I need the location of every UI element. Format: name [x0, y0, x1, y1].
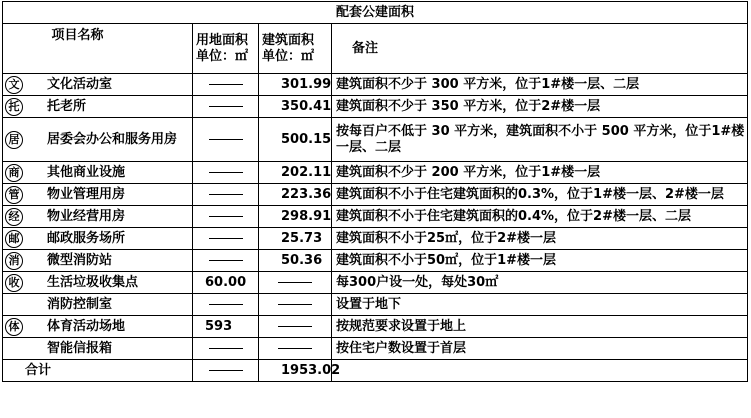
building-area-value-empty [259, 338, 332, 360]
category-badge-icon: 管 [5, 186, 23, 204]
building-area-value-empty [259, 272, 332, 294]
project-name: 其他商业设施 [47, 164, 126, 180]
project-name-cell [3, 118, 193, 162]
project-name: 消防控制室 [47, 296, 113, 312]
note-cell: 建筑面积不少于 200 平方米，位于1#楼一层 [332, 162, 748, 184]
land-area-value-empty [193, 184, 259, 206]
project-name: 居委会办公和服务用房 [47, 131, 178, 147]
project-name-cell [3, 338, 193, 360]
land-area-value: 593 [193, 316, 259, 338]
table-row [3, 162, 748, 184]
land-area-value-empty [193, 250, 259, 272]
header-building-area [259, 24, 332, 74]
header-project-name: 项目名称 [3, 24, 193, 74]
project-name-cell [3, 206, 193, 228]
land-area-value-empty [193, 162, 259, 184]
note-cell: 按规范要求设置于地上 [332, 316, 748, 338]
land-area-value-empty [193, 206, 259, 228]
project-name-cell [3, 316, 193, 338]
note-cell: 建筑面积不少于 300 平方米，位于1#楼一层、二层 [332, 74, 748, 96]
land-area-value-empty [193, 118, 259, 162]
project-name-cell [3, 162, 193, 184]
dash-mark [278, 282, 312, 283]
table-row [3, 338, 748, 360]
public-facility-area-table [2, 1, 748, 382]
building-area-value: 50.36 [259, 250, 332, 272]
dash-mark [209, 84, 243, 85]
building-area-value: 25.73 [259, 228, 332, 250]
category-badge-icon: 消 [5, 252, 23, 270]
dash-mark [278, 304, 312, 305]
table-row [3, 184, 748, 206]
total-note [332, 360, 748, 382]
header-land-area [193, 24, 259, 74]
dash-mark [209, 370, 243, 371]
building-area-value: 350.41 [259, 96, 332, 118]
table-body [3, 74, 748, 360]
dash-mark [278, 326, 312, 327]
note-cell: 每300户设一处，每处30㎡ [332, 272, 748, 294]
note-cell: 建筑面积不小于住宅建筑面积的0.4%，位于2#楼一层、二层 [332, 206, 748, 228]
land-area-value-empty [193, 228, 259, 250]
table-row [3, 118, 748, 162]
project-name: 文化活动室 [47, 76, 113, 92]
total-row [3, 360, 748, 382]
header-land-area-unit: 单位：㎡ [196, 48, 249, 64]
table-row [3, 250, 748, 272]
land-area-value-empty [193, 338, 259, 360]
category-badge-icon: 体 [5, 318, 23, 336]
building-area-value: 223.36 [259, 184, 332, 206]
note-cell: 按住宅户数设置于首层 [332, 338, 748, 360]
note-cell: 建筑面积不小于50㎡，位于1#楼一层 [332, 250, 748, 272]
building-area-value: 202.11 [259, 162, 332, 184]
building-area-value-empty [259, 294, 332, 316]
project-name-cell [3, 250, 193, 272]
category-badge-icon: 商 [5, 164, 23, 182]
dash-mark [209, 172, 243, 173]
building-area-value: 500.15 [259, 118, 332, 162]
table-title: 配套公建面积 [3, 2, 748, 24]
dash-mark [209, 260, 243, 261]
land-area-value-empty [193, 96, 259, 118]
dash-mark [209, 216, 243, 217]
building-area-value: 298.91 [259, 206, 332, 228]
dash-mark [209, 106, 243, 107]
table-row [3, 294, 748, 316]
category-badge-icon: 文 [5, 76, 23, 94]
project-name-cell [3, 74, 193, 96]
project-name: 物业经营用房 [47, 208, 126, 224]
note-cell: 设置于地下 [332, 294, 748, 316]
table-row [3, 74, 748, 96]
project-name-cell [3, 96, 193, 118]
project-name: 智能信报箱 [47, 340, 113, 356]
table-row [3, 228, 748, 250]
project-name-cell [3, 294, 193, 316]
header-building-area-unit: 单位：㎡ [262, 48, 315, 64]
project-name: 邮政服务场所 [47, 230, 126, 246]
project-name-cell [3, 228, 193, 250]
dash-mark [209, 238, 243, 239]
total-label: 合计 [25, 362, 52, 378]
category-badge-icon: 邮 [5, 230, 23, 248]
header-row [3, 24, 748, 74]
table-row [3, 316, 748, 338]
project-name: 体育活动场地 [47, 318, 126, 334]
category-badge-icon: 居 [5, 131, 23, 149]
project-name: 托老所 [47, 98, 87, 114]
note-cell: 建筑面积不少于 350 平方米，位于2#楼一层 [332, 96, 748, 118]
category-badge-icon: 收 [5, 274, 23, 292]
dash-mark [209, 139, 243, 140]
total-label-cell [3, 360, 193, 382]
table-row [3, 96, 748, 118]
project-name-cell [3, 184, 193, 206]
header-building-area-label: 建筑面积 [262, 32, 315, 48]
total-land-cell [193, 360, 259, 382]
table-row [3, 206, 748, 228]
table-row [3, 272, 748, 294]
land-area-value-empty [193, 294, 259, 316]
note-cell: 建筑面积不小于住宅建筑面积的0.3%，位于1#楼一层、2#楼一层 [332, 184, 748, 206]
building-area-value: 301.99 [259, 74, 332, 96]
header-note: 备注 [332, 24, 748, 74]
header-land-area-label: 用地面积 [196, 32, 249, 48]
project-name: 生活垃圾收集点 [47, 274, 139, 290]
dash-mark [278, 348, 312, 349]
project-name-cell [3, 272, 193, 294]
dash-mark [209, 348, 243, 349]
category-badge-icon: 经 [5, 208, 23, 226]
project-name: 微型消防站 [47, 252, 113, 268]
total-building-area: 1953.02 [259, 360, 332, 382]
land-area-value-empty [193, 74, 259, 96]
dash-mark [209, 194, 243, 195]
note-cell: 建筑面积不小于25㎡，位于2#楼一层 [332, 228, 748, 250]
note-cell: 按每百户不低于 30 平方米，建筑面积不小于 500 平方米，位于1#楼一层、二层 [332, 118, 748, 162]
project-name: 物业管理用房 [47, 186, 126, 202]
category-badge-icon: 托 [5, 98, 23, 116]
land-area-value: 60.00 [193, 272, 259, 294]
dash-mark [209, 304, 243, 305]
building-area-value-empty [259, 316, 332, 338]
